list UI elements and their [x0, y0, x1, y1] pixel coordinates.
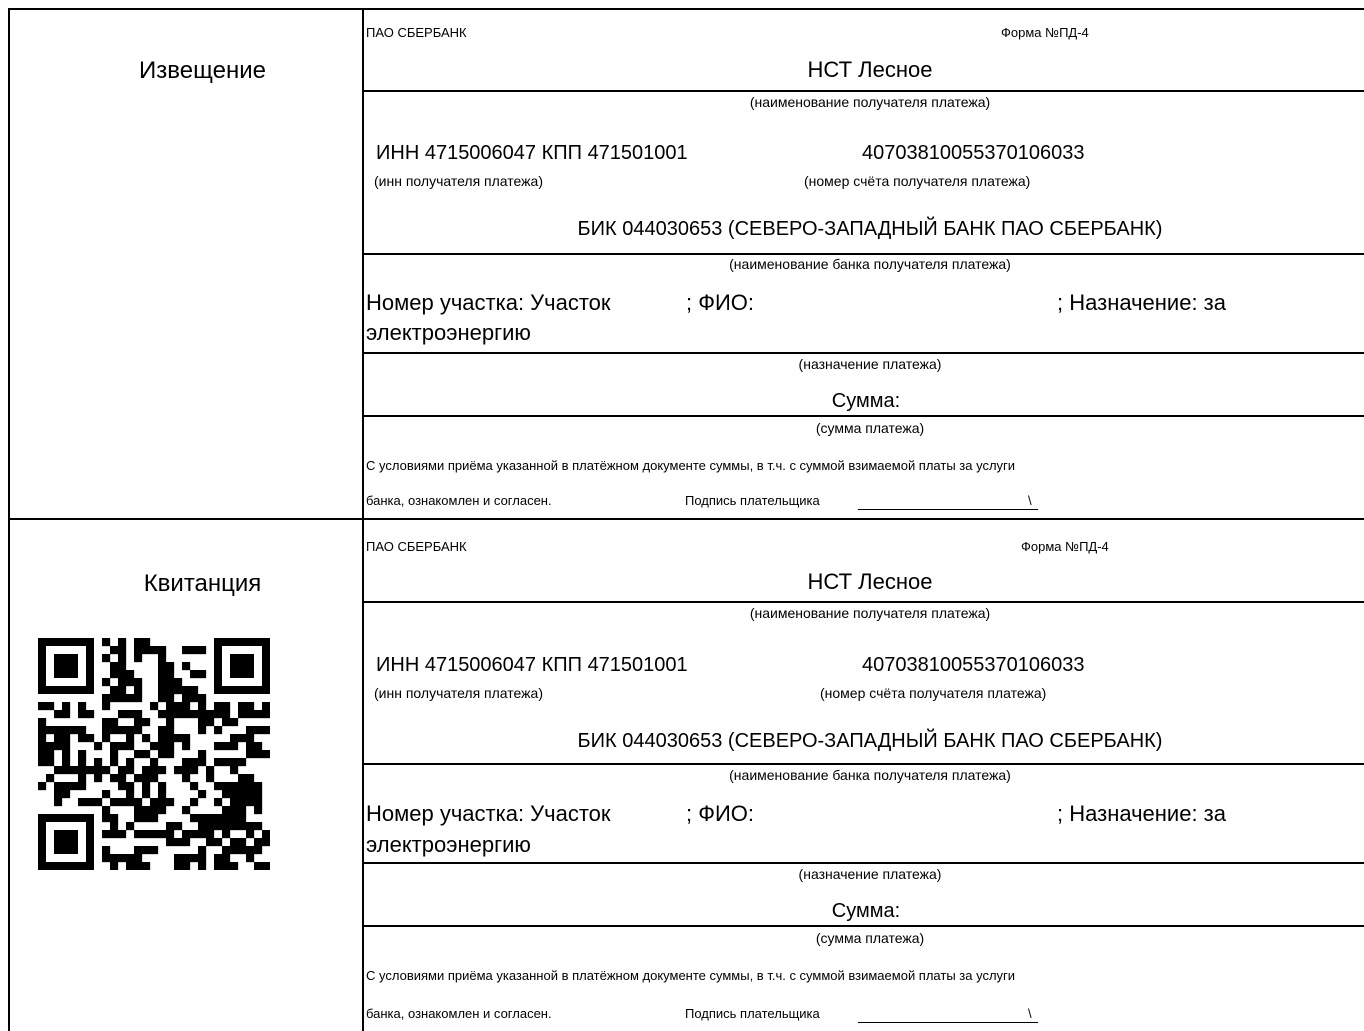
receipt-bank-name: ПАО СБЕРБАНК [366, 539, 467, 554]
notice-sum-caption: (сумма платежа) [815, 420, 925, 436]
receipt-payee-caption: (наименование получателя платежа) [749, 605, 991, 621]
notice-row-divider [362, 90, 1364, 92]
notice-terms-line2: банка, ознакомлен и согласен. [366, 493, 552, 508]
notice-purpose-line2: электроэнергию [366, 320, 531, 345]
frame-left-border [8, 8, 10, 1031]
receipt-inn-kpp: ИНН 4715006047 КПП 471501001 [376, 654, 688, 676]
receipt-signature-mark: \ [1028, 1006, 1032, 1021]
receipt-row-divider [362, 601, 1364, 603]
notice-account-caption: (номер счёта получателя платежа) [804, 173, 1031, 189]
notice-sum-label: Сумма: [831, 390, 901, 412]
notice-title: Извещение [139, 57, 266, 84]
receipt-bank-caption: (наименование банка получателя платежа) [729, 767, 1011, 783]
notice-terms-line1: С условиями приёма указанной в платёжном документе суммы, в т.ч. с суммой взимаемой платы за услуги [366, 458, 1016, 473]
notice-inn-kpp: ИНН 4715006047 КПП 471501001 [376, 142, 688, 164]
receipt-purpose-lot: Номер участка: Участок [366, 801, 611, 826]
receipt-signature-label: Подпись плательщика [685, 1006, 820, 1021]
notice-account-number: 40703810055370106033 [862, 142, 1085, 164]
notice-inn-caption: (инн получателя платежа) [374, 173, 543, 189]
receipt-inn-caption: (инн получателя платежа) [374, 685, 543, 701]
notice-row-divider [362, 415, 1364, 417]
receipt-signature-line [858, 1022, 1038, 1023]
receipt-row-divider [362, 925, 1364, 927]
receipt-sum-caption: (сумма платежа) [815, 930, 925, 946]
notice-payee-caption: (наименование получателя платежа) [749, 94, 991, 110]
notice-purpose-lot: Номер участка: Участок [366, 290, 611, 315]
notice-row-divider [362, 352, 1364, 354]
receipt-row-divider [362, 763, 1364, 765]
notice-signature-mark: \ [1028, 493, 1032, 508]
notice-bank-caption: (наименование банка получателя платежа) [729, 256, 1011, 272]
receipt-bank-details: БИК 044030653 (СЕВЕРО-ЗАПАДНЫЙ БАНК ПАО СБЕРБАНК) [577, 730, 1163, 752]
receipt-title: Квитанция [143, 570, 262, 597]
section-divider [8, 518, 1364, 520]
notice-form-code: Форма №ПД-4 [1001, 25, 1089, 40]
receipt-payee-name: НСТ Лесное [807, 569, 933, 594]
receipt-form-code: Форма №ПД-4 [1021, 539, 1109, 554]
receipt-sum-label: Сумма: [831, 900, 901, 922]
column-divider [362, 8, 364, 1031]
receipt-row-divider [362, 862, 1364, 864]
frame-top-border [8, 8, 1364, 10]
receipt-purpose-caption: (назначение платежа) [798, 866, 942, 882]
notice-payee-name: НСТ Лесное [807, 57, 933, 82]
qr-code-icon [38, 638, 270, 870]
receipt-account-caption: (номер счёта получателя платежа) [820, 685, 1047, 701]
receipt-account-number: 40703810055370106033 [862, 654, 1085, 676]
notice-signature-line [858, 509, 1038, 510]
receipt-purpose-fio: ; ФИО: [686, 801, 754, 826]
notice-purpose-fio: ; ФИО: [686, 290, 754, 315]
receipt-purpose-line2: электроэнергию [366, 832, 531, 857]
receipt-terms-line1: С условиями приёма указанной в платёжном документе суммы, в т.ч. с суммой взимаемой платы за услуги [366, 968, 1016, 983]
notice-bank-details: БИК 044030653 (СЕВЕРО-ЗАПАДНЫЙ БАНК ПАО СБЕРБАНК) [577, 218, 1163, 240]
receipt-purpose-label: ; Назначение: за [1057, 801, 1227, 826]
notice-purpose-label: ; Назначение: за [1057, 290, 1227, 315]
notice-signature-label: Подпись плательщика [685, 493, 820, 508]
notice-bank-name: ПАО СБЕРБАНК [366, 25, 467, 40]
notice-row-divider [362, 253, 1364, 255]
notice-purpose-caption: (назначение платежа) [798, 356, 942, 372]
receipt-terms-line2: банка, ознакомлен и согласен. [366, 1006, 552, 1021]
